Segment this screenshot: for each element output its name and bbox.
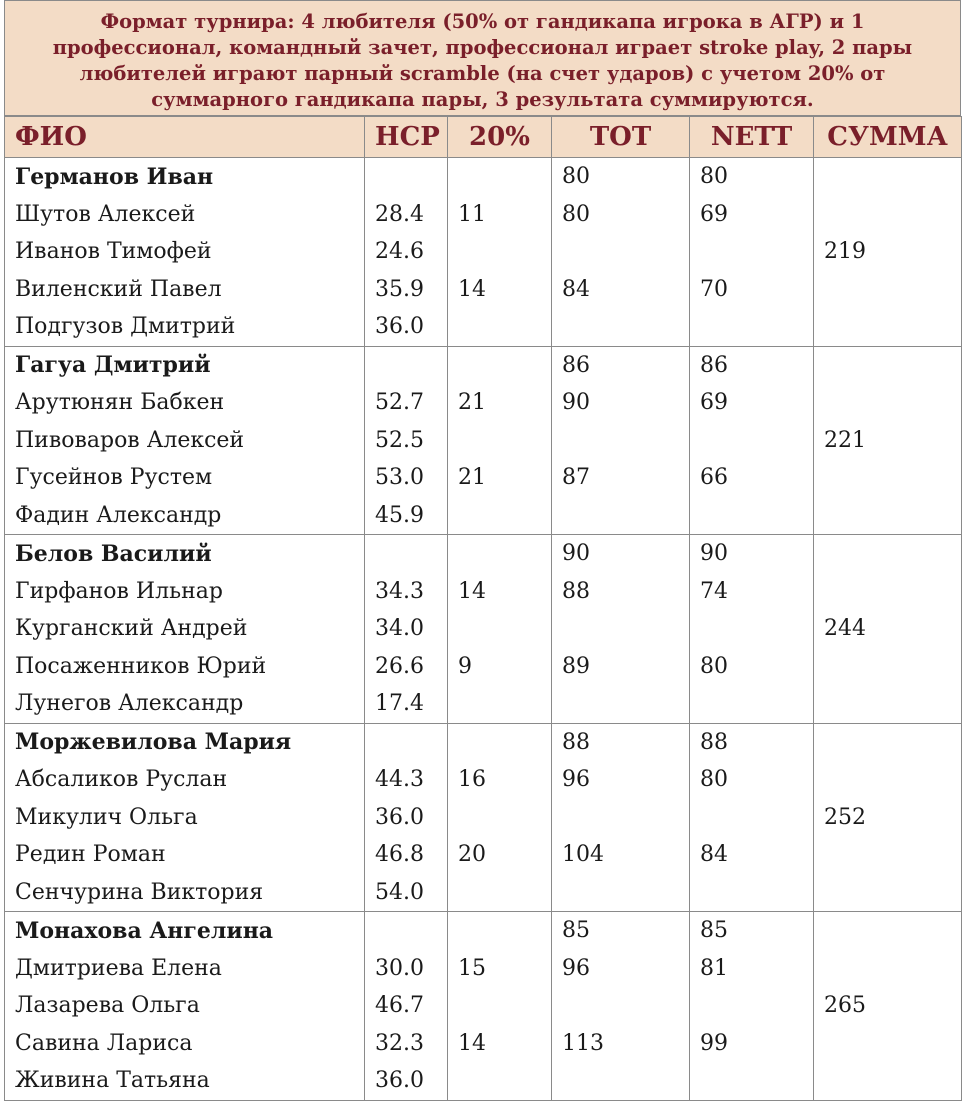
nett-cell: 85: [690, 912, 814, 950]
pct-cell: 20: [448, 836, 552, 874]
pct-cell: [448, 685, 552, 723]
player-name-cell: Микулич Ольга: [5, 799, 365, 837]
player-name-cell: Иванов Тимофей: [5, 233, 365, 271]
table-row: [5, 346, 962, 384]
tot-cell: [552, 874, 690, 912]
tot-cell: 90: [552, 384, 690, 422]
nett-cell: 80: [690, 648, 814, 686]
team-sum-cell: 244: [814, 535, 962, 724]
nett-cell: [690, 497, 814, 535]
nett-cell: [690, 987, 814, 1025]
nett-cell: [690, 874, 814, 912]
nett-cell: 80: [690, 761, 814, 799]
pct-cell: 21: [448, 384, 552, 422]
nett-cell: 74: [690, 573, 814, 611]
hcp-cell: 52.7: [365, 384, 448, 422]
tot-cell: 96: [552, 950, 690, 988]
pct-cell: 11: [448, 196, 552, 234]
nett-cell: [690, 685, 814, 723]
hcp-cell: 44.3: [365, 761, 448, 799]
header-row: [5, 117, 962, 158]
pct-cell: [448, 535, 552, 573]
column-header-nett: NETT: [690, 117, 814, 158]
nett-cell: 84: [690, 836, 814, 874]
player-name-cell: Посаженников Юрий: [5, 648, 365, 686]
hcp-cell: [365, 158, 448, 196]
tot-cell: [552, 233, 690, 271]
hcp-cell: 35.9: [365, 271, 448, 309]
table-row: [5, 158, 962, 196]
tot-cell: 86: [552, 346, 690, 384]
player-name-cell: Моржевилова Мария: [5, 723, 365, 761]
hcp-cell: [365, 723, 448, 761]
nett-cell: 99: [690, 1025, 814, 1063]
team-sum-cell: 265: [814, 912, 962, 1101]
pct-cell: [448, 610, 552, 648]
hcp-cell: 53.0: [365, 459, 448, 497]
hcp-cell: 34.3: [365, 573, 448, 611]
tot-cell: 90: [552, 535, 690, 573]
pct-cell: 9: [448, 648, 552, 686]
table-row: [5, 912, 962, 950]
nett-cell: [690, 422, 814, 460]
tot-cell: [552, 1062, 690, 1100]
column-header-sum: СУММА: [814, 117, 962, 158]
pct-cell: [448, 874, 552, 912]
nett-cell: 88: [690, 723, 814, 761]
tot-cell: 84: [552, 271, 690, 309]
player-name-cell: Редин Роман: [5, 836, 365, 874]
tot-cell: 80: [552, 158, 690, 196]
hcp-cell: 26.6: [365, 648, 448, 686]
player-name-cell: Лунегов Александр: [5, 685, 365, 723]
tot-cell: 113: [552, 1025, 690, 1063]
team-sum-cell: 219: [814, 158, 962, 347]
pct-cell: 16: [448, 761, 552, 799]
table-row: [5, 723, 962, 761]
hcp-cell: 46.7: [365, 987, 448, 1025]
pct-cell: [448, 723, 552, 761]
pct-cell: 14: [448, 271, 552, 309]
results-document: [4, 0, 961, 1101]
pct-cell: 14: [448, 1025, 552, 1063]
pct-cell: 15: [448, 950, 552, 988]
player-name-cell: Курганский Андрей: [5, 610, 365, 648]
tot-cell: 80: [552, 196, 690, 234]
hcp-cell: 34.0: [365, 610, 448, 648]
tot-cell: [552, 422, 690, 460]
hcp-cell: 36.0: [365, 1062, 448, 1100]
player-name-cell: Арутюнян Бабкен: [5, 384, 365, 422]
player-name-cell: Дмитриева Елена: [5, 950, 365, 988]
tot-cell: [552, 308, 690, 346]
tot-cell: 88: [552, 573, 690, 611]
team-sum-cell: 221: [814, 346, 962, 535]
player-name-cell: Подгузов Дмитрий: [5, 308, 365, 346]
hcp-cell: [365, 912, 448, 950]
tot-cell: 87: [552, 459, 690, 497]
tournament-format-note: Формат турнира: 4 любителя (50% от гандикапа игрока в АГР) и 1 профессионал, командный зачет, профессионал играет stroke play, 2 пары любителей играют парный scramble (на счет ударов) с учетом 20% от суммарного гандикапа пары, 3 результата суммируются.: [4, 0, 961, 116]
hcp-cell: 30.0: [365, 950, 448, 988]
tot-cell: [552, 799, 690, 837]
player-name-cell: Шутов Алексей: [5, 196, 365, 234]
nett-cell: [690, 233, 814, 271]
tot-cell: 85: [552, 912, 690, 950]
table-header: [5, 117, 962, 158]
pct-cell: [448, 1062, 552, 1100]
player-name-cell: Пивоваров Алексей: [5, 422, 365, 460]
hcp-cell: 36.0: [365, 308, 448, 346]
pct-cell: [448, 308, 552, 346]
results-table: [4, 116, 962, 1101]
column-header-hcp: HCP: [365, 117, 448, 158]
player-name-cell: Гагуа Дмитрий: [5, 346, 365, 384]
player-name-cell: Германов Иван: [5, 158, 365, 196]
nett-cell: 86: [690, 346, 814, 384]
pct-cell: [448, 799, 552, 837]
pct-cell: [448, 912, 552, 950]
hcp-cell: 32.3: [365, 1025, 448, 1063]
pct-cell: [448, 233, 552, 271]
nett-cell: 69: [690, 384, 814, 422]
player-name-cell: Лазарева Ольга: [5, 987, 365, 1025]
player-name-cell: Сенчурина Виктория: [5, 874, 365, 912]
pct-cell: [448, 987, 552, 1025]
table-row: [5, 535, 962, 573]
hcp-cell: 45.9: [365, 497, 448, 535]
hcp-cell: 54.0: [365, 874, 448, 912]
hcp-cell: 28.4: [365, 196, 448, 234]
nett-cell: [690, 1062, 814, 1100]
nett-cell: [690, 610, 814, 648]
pct-cell: [448, 346, 552, 384]
nett-cell: 69: [690, 196, 814, 234]
nett-cell: 90: [690, 535, 814, 573]
column-header-pct: 20%: [448, 117, 552, 158]
column-header-tot: TOT: [552, 117, 690, 158]
tot-cell: 89: [552, 648, 690, 686]
player-name-cell: Фадин Александр: [5, 497, 365, 535]
nett-cell: [690, 799, 814, 837]
hcp-cell: 36.0: [365, 799, 448, 837]
column-header-name: ФИО: [5, 117, 365, 158]
player-name-cell: Живина Татьяна: [5, 1062, 365, 1100]
nett-cell: 81: [690, 950, 814, 988]
hcp-cell: [365, 535, 448, 573]
pct-cell: [448, 497, 552, 535]
tot-cell: 104: [552, 836, 690, 874]
hcp-cell: 17.4: [365, 685, 448, 723]
pct-cell: [448, 422, 552, 460]
player-name-cell: Виленский Павел: [5, 271, 365, 309]
hcp-cell: 46.8: [365, 836, 448, 874]
team-sum-cell: 252: [814, 723, 962, 912]
tot-cell: 96: [552, 761, 690, 799]
pct-cell: 21: [448, 459, 552, 497]
player-name-cell: Гирфанов Ильнар: [5, 573, 365, 611]
player-name-cell: Монахова Ангелина: [5, 912, 365, 950]
nett-cell: 70: [690, 271, 814, 309]
hcp-cell: [365, 346, 448, 384]
tot-cell: [552, 987, 690, 1025]
player-name-cell: Абсаликов Руслан: [5, 761, 365, 799]
tot-cell: 88: [552, 723, 690, 761]
player-name-cell: Гусейнов Рустем: [5, 459, 365, 497]
tot-cell: [552, 497, 690, 535]
nett-cell: [690, 308, 814, 346]
pct-cell: [448, 158, 552, 196]
nett-cell: 80: [690, 158, 814, 196]
hcp-cell: 52.5: [365, 422, 448, 460]
tot-cell: [552, 610, 690, 648]
tot-cell: [552, 685, 690, 723]
player-name-cell: Белов Василий: [5, 535, 365, 573]
player-name-cell: Савина Лариса: [5, 1025, 365, 1063]
nett-cell: 66: [690, 459, 814, 497]
hcp-cell: 24.6: [365, 233, 448, 271]
pct-cell: 14: [448, 573, 552, 611]
table-body: [5, 158, 962, 1101]
